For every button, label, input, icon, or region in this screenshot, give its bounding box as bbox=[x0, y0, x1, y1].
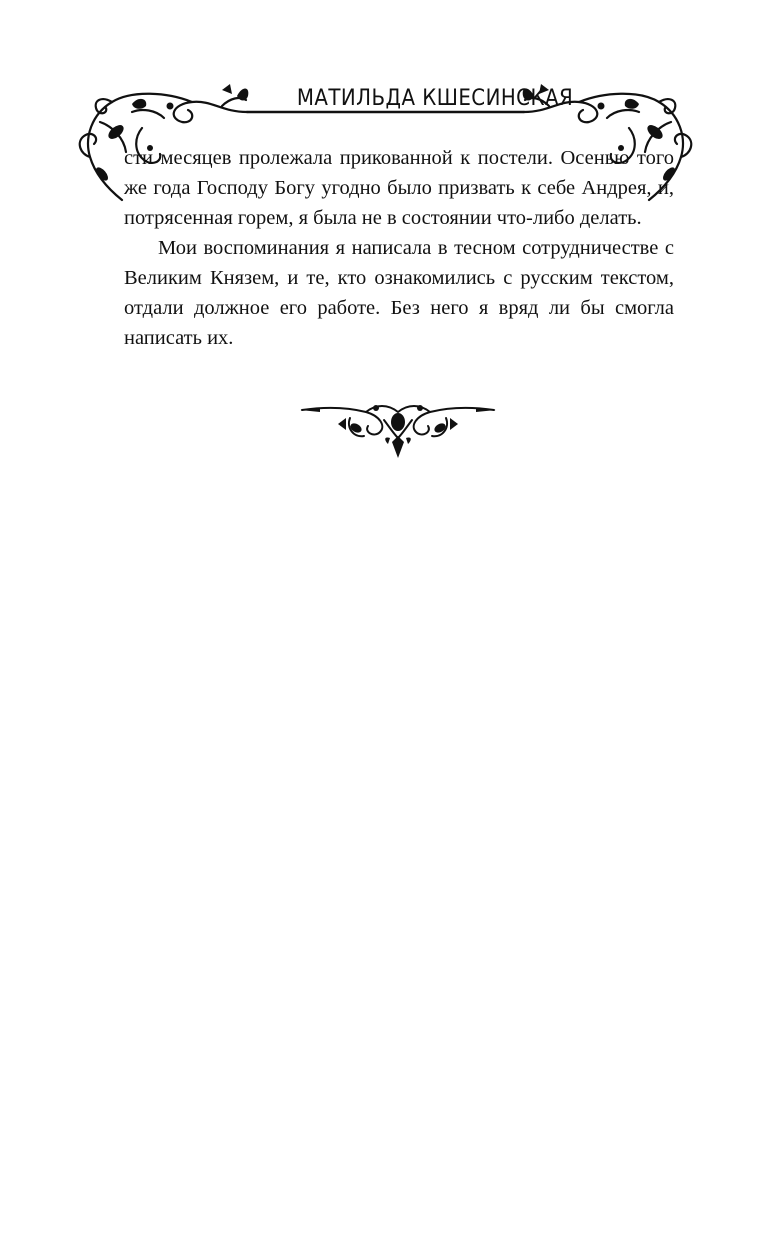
body-text bbox=[124, 143, 674, 353]
running-title: МАТИЛЬДА КШЕСИНСКАЯ bbox=[296, 86, 574, 111]
floral-tailpiece-icon bbox=[300, 398, 496, 460]
paragraph: сти месяцев пролежала прикованной к постели. Осенью того же года Господу Богу угодно было призвать к себе Андрея, и, потрясенная горем, я была не в состоянии что-либо делать. bbox=[124, 147, 674, 229]
paragraph: Мои воспоминания я написала в тесном сотрудничестве с Великим Князем, и те, кто ознакомились с русским текстом, отдали должное его работе. Без него я вряд ли бы смогла написать их. bbox=[124, 237, 674, 349]
